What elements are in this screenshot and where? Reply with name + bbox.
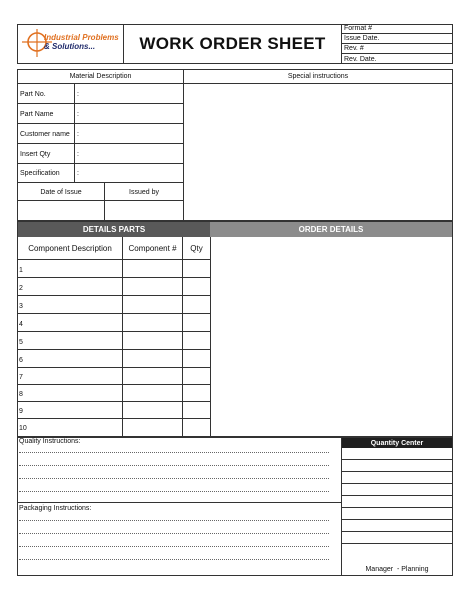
part-no-label: Part No. <box>20 90 46 98</box>
quality-line[interactable] <box>19 491 329 492</box>
meta-rev-date: Rev. Date. <box>344 55 377 63</box>
row-number: 8 <box>19 391 23 398</box>
table-row[interactable] <box>18 296 210 314</box>
quantity-center-header: Quantity Center <box>342 438 452 448</box>
table-row[interactable] <box>18 260 210 278</box>
quality-packaging-divider <box>18 502 341 503</box>
component-number-column: Component # <box>128 244 177 253</box>
row-number: 3 <box>19 303 23 310</box>
company-logo <box>20 27 120 61</box>
packaging-line[interactable] <box>19 520 329 521</box>
quantity-center-row[interactable] <box>342 508 452 520</box>
quantity-center-row[interactable] <box>342 448 452 460</box>
table-row[interactable] <box>18 385 210 402</box>
meta-format: Format # <box>342 24 452 34</box>
quantity-center-row[interactable] <box>342 496 452 508</box>
manager-planning-signoff: Manager - Planning <box>365 565 429 573</box>
customer-name-label: Customer name <box>20 130 70 138</box>
customer-name-field[interactable]: : <box>77 130 79 138</box>
table-row[interactable] <box>18 368 210 385</box>
table-row[interactable] <box>18 332 210 350</box>
issued-by-field[interactable] <box>105 202 183 221</box>
part-no-field[interactable]: : <box>77 90 79 98</box>
order-details-header: ORDER DETAILS <box>210 222 452 237</box>
logo-line-1: Industrial Problems <box>44 33 119 42</box>
quality-instructions-label: Quality Instructions: <box>19 438 81 445</box>
row-number: 2 <box>19 285 23 292</box>
qty-column: Qty <box>190 244 203 253</box>
packaging-line[interactable] <box>19 533 329 534</box>
order-details-area[interactable] <box>211 238 452 436</box>
material-description-header: Material Description <box>18 70 183 84</box>
specification-label: Specification <box>20 170 60 177</box>
table-row[interactable] <box>18 278 210 296</box>
page-title: WORK ORDER SHEET <box>139 34 326 53</box>
date-of-issue-label: Date of Issue <box>40 188 82 196</box>
special-instructions-field[interactable] <box>184 85 452 221</box>
table-row[interactable] <box>18 350 210 368</box>
logo-line-2: & Solutions... <box>44 42 96 51</box>
packaging-line[interactable] <box>19 559 329 560</box>
row-number: 9 <box>19 408 23 415</box>
quality-line[interactable] <box>19 478 329 479</box>
part-name-field[interactable]: : <box>77 110 79 118</box>
row-number: 1 <box>19 267 23 274</box>
issued-by-label: Issued by <box>129 188 159 196</box>
meta-rev: Rev. # <box>342 44 452 54</box>
quality-line[interactable] <box>19 465 329 466</box>
row-number: 10 <box>19 425 27 432</box>
packaging-instructions-label: Packaging Instructions: <box>19 505 92 512</box>
special-instructions-header: Special instructions <box>184 70 452 84</box>
insert-qty-field[interactable]: : <box>77 150 79 158</box>
meta-issue-date: Issue Date. <box>342 34 452 44</box>
quality-line[interactable] <box>19 452 329 453</box>
table-row[interactable] <box>18 314 210 332</box>
quantity-center-row[interactable] <box>342 472 452 484</box>
row-number: 5 <box>19 339 23 346</box>
quantity-center-row[interactable] <box>342 520 452 532</box>
details-parts-header: DETAILS PARTS <box>18 222 210 237</box>
specification-field[interactable]: : <box>77 170 79 177</box>
quantity-center-row[interactable] <box>342 460 452 472</box>
component-description-column: Component Description <box>28 244 112 253</box>
part-name-label: Part Name <box>20 110 54 118</box>
row-number: 4 <box>19 321 23 328</box>
row-number: 6 <box>19 357 23 364</box>
row-number: 7 <box>19 374 23 381</box>
table-row[interactable] <box>18 402 210 419</box>
quantity-center-row[interactable] <box>342 484 452 496</box>
table-row[interactable] <box>18 419 210 436</box>
date-of-issue-field[interactable] <box>18 202 104 221</box>
quantity-center-row[interactable] <box>342 532 452 544</box>
packaging-line[interactable] <box>19 546 329 547</box>
insert-qty-label: Insert Qty <box>20 150 51 158</box>
